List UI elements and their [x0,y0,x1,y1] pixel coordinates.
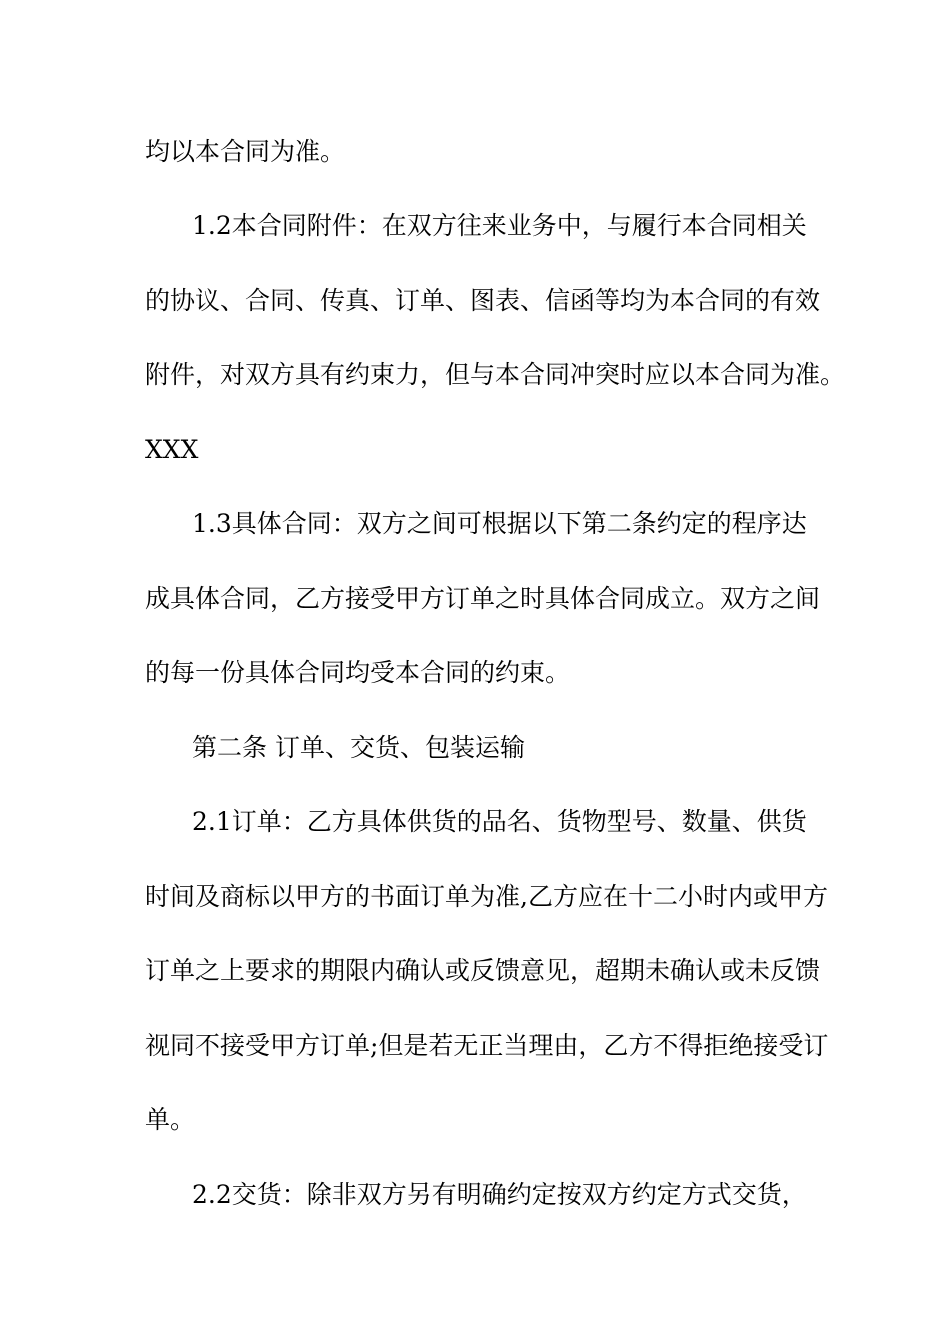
paragraph-line: 的每一份具体合同均受本合同的约束。 [145,658,571,687]
paragraph-line: 2.2交货：除非双方另有明确约定按双方约定方式交货， [192,1180,807,1209]
paragraph-line: 单。 [145,1105,196,1134]
paragraph-line: XXX [145,435,199,464]
paragraph-line: 成具体合同，乙方接受甲方订单之时具体合同成立。双方之间 [145,584,821,613]
paragraph-line: 的协议、合同、传真、订单、图表、信函等均为本合同的有效 [145,286,821,315]
paragraph-line: 均以本合同为准。 [145,137,346,166]
paragraph-line: 附件，对双方具有约束力，但与本合同冲突时应以本合同为准。 [145,360,846,389]
paragraph-line: 1.3具体合同：双方之间可根据以下第二条约定的程序达 [192,509,807,538]
paragraph-line: 时间及商标以甲方的书面订单为准,乙方应在十二小时内或甲方 [145,882,828,911]
paragraph-line: 订单之上要求的期限内确认或反馈意见，超期未确认或未反馈 [145,956,821,985]
paragraph-line: 2.1订单：乙方具体供货的品名、货物型号、数量、供货 [192,807,807,836]
paragraph-line: 视同不接受甲方订单;但是若无正当理由，乙方不得拒绝接受订 [145,1031,829,1060]
paragraph-line: 1.2本合同附件：在双方往来业务中，与履行本合同相关 [192,211,807,240]
section-heading: 第二条 订单、交货、包装运输 [192,733,525,762]
